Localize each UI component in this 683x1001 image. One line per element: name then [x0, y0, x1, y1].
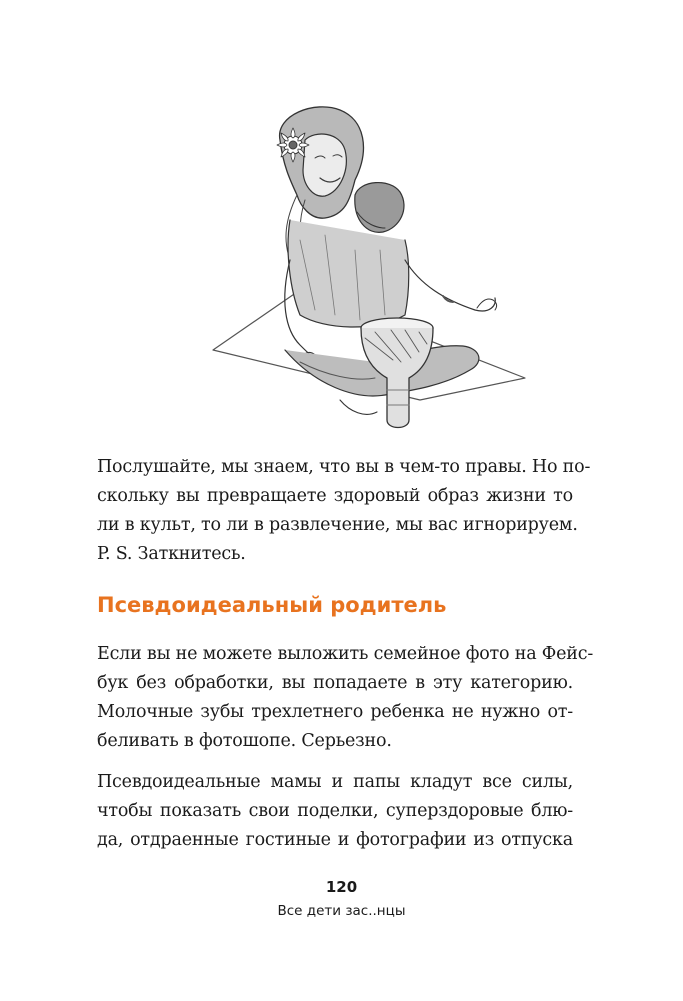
section-heading: Псевдоидеальный родитель [97, 593, 447, 617]
paragraph-parents [97, 768, 573, 855]
text-line: чтобы показать свои поделки, суперздоровые блю- [97, 801, 573, 821]
text-line: Если вы не можете выложить семейное фото на Фейс- [97, 644, 594, 664]
text-line: да, отдраенные гостиные и фотографии из отпуска [97, 830, 573, 850]
text-line: ли в культ, то ли в развлечение, мы вас игнорируем. [97, 515, 578, 535]
text-line: P. S. Заткнитесь. [97, 544, 246, 564]
illustration [205, 100, 535, 445]
flower-icon [277, 128, 309, 162]
woman-with-child-and-drum-illustration [205, 100, 535, 445]
paragraph-intro [97, 453, 591, 569]
paragraph-category [97, 640, 594, 756]
text-line: бук без обработки, вы попадаете в эту категорию. [97, 673, 573, 693]
running-title: Все дети зас..нцы [277, 903, 406, 919]
text-line: Молочные зубы трехлетнего ребенка не нужно от- [97, 702, 573, 722]
text-line: Послушайте, мы знаем, что вы в чем-то правы. Но по- [97, 457, 591, 477]
text-line: Псевдоидеальные мамы и папы кладут все силы, [97, 772, 573, 792]
text-line: скольку вы превращаете здоровый образ жизни то [97, 486, 573, 506]
text-line: беливать в фотошопе. Серьезно. [97, 731, 392, 751]
page-number: 120 [325, 878, 358, 896]
